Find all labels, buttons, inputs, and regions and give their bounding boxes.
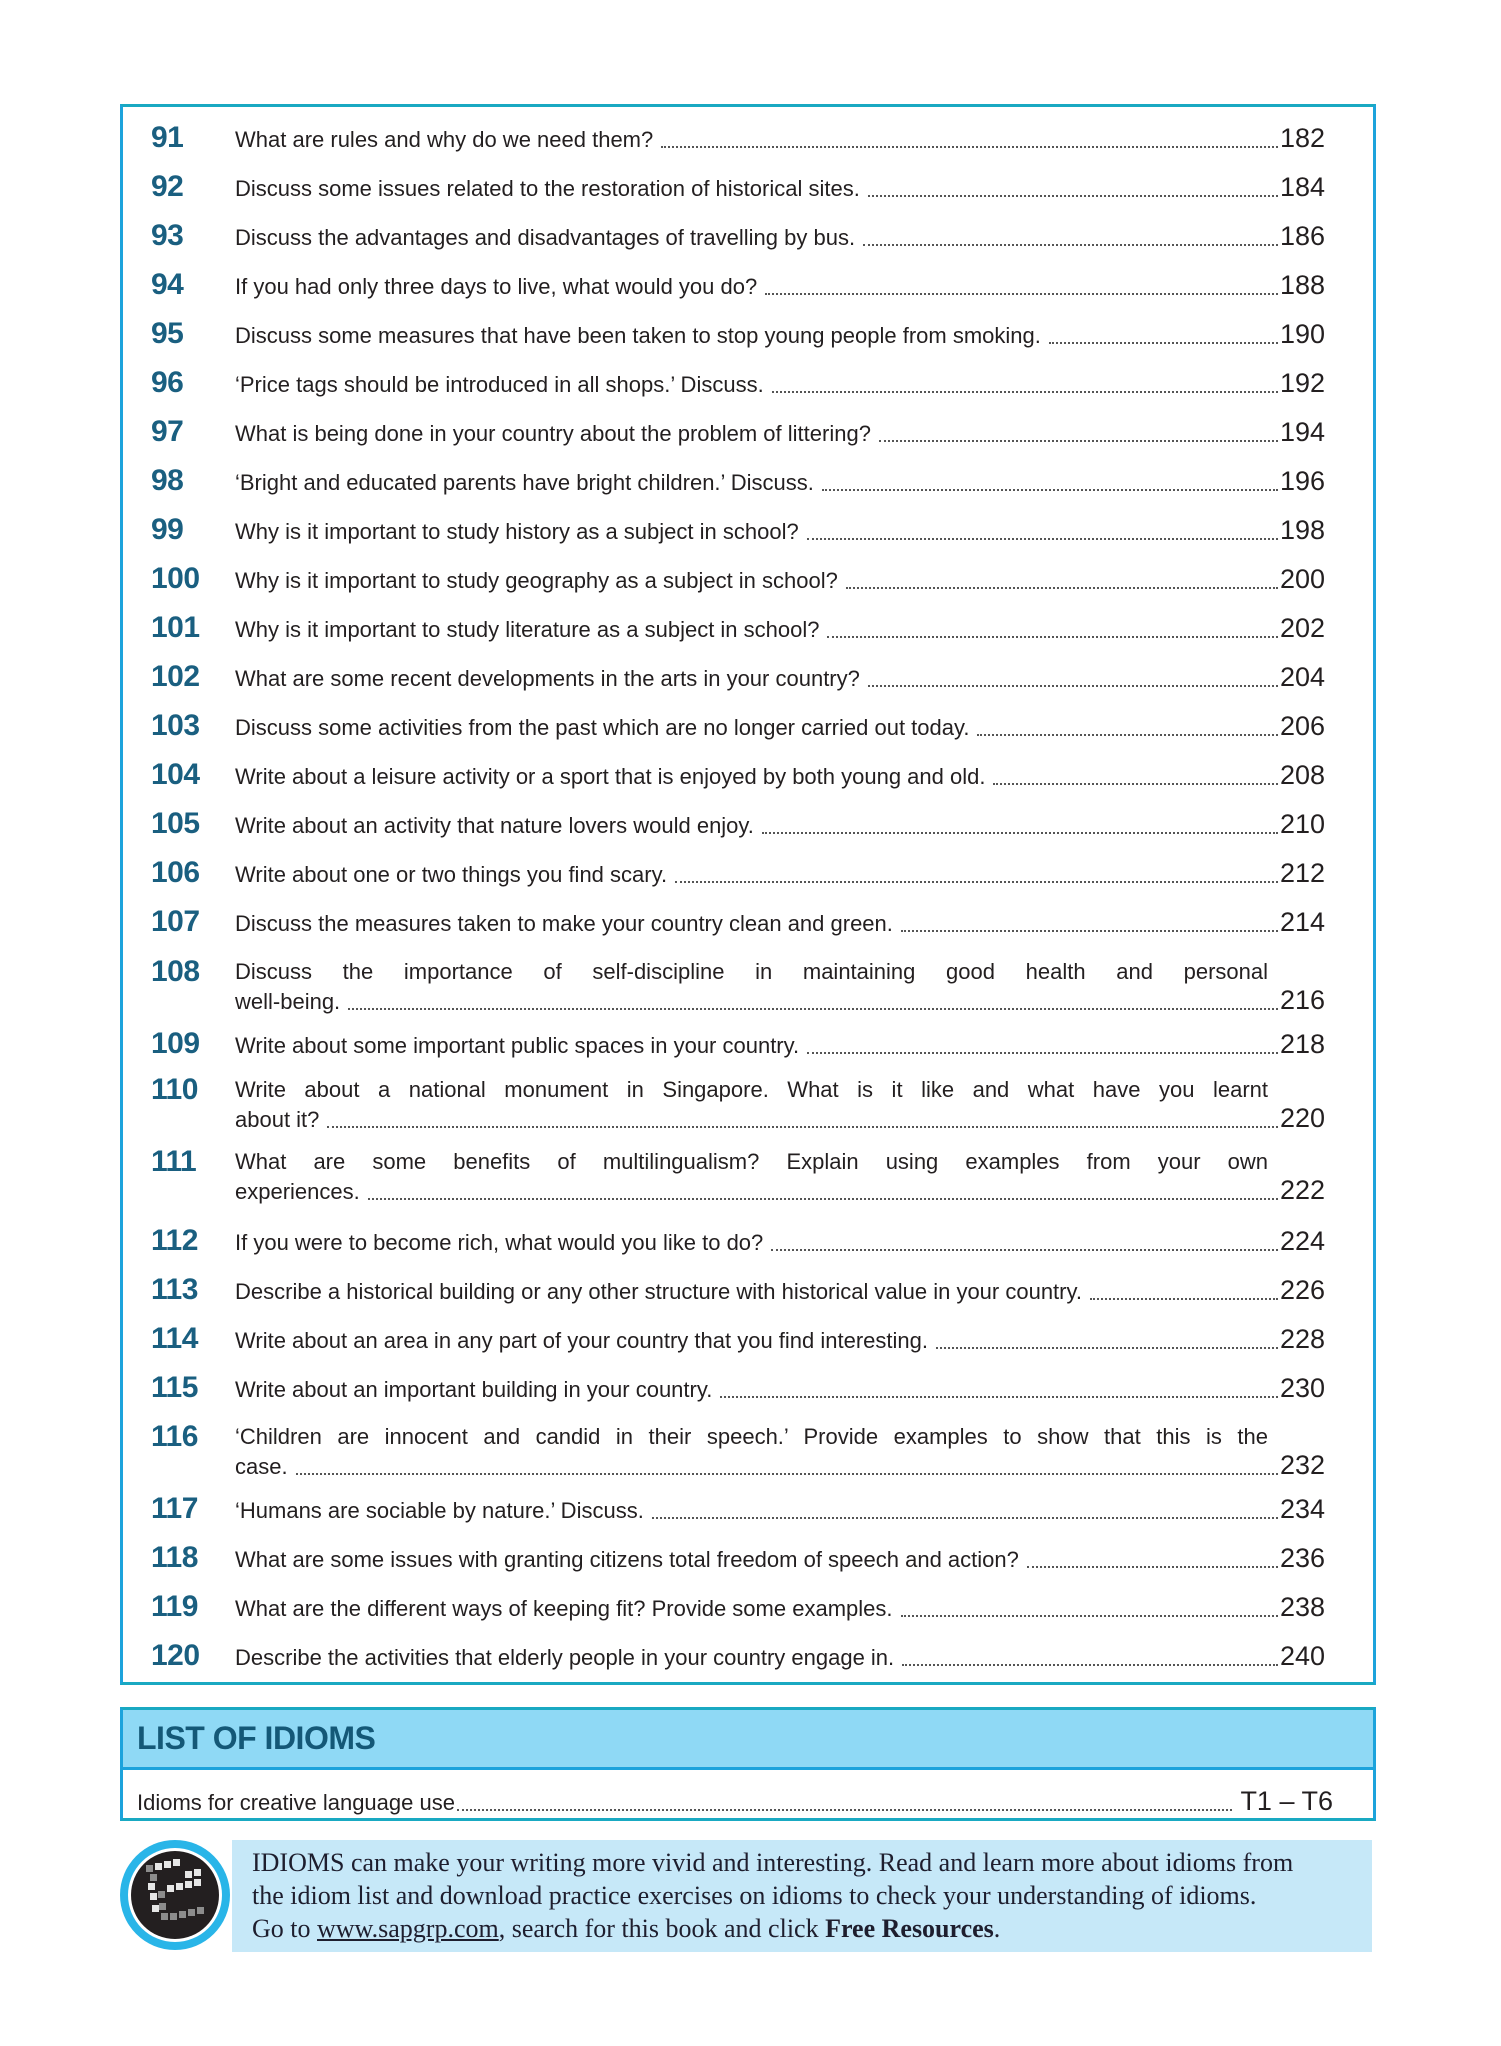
dot-leader [1027,1565,1278,1568]
callout-text-middle: , search for this book and click [498,1914,826,1943]
callout-text-end: . [993,1914,1001,1943]
page-number: 194 [1279,417,1325,447]
entry-title-line-2: experiences. [235,1179,360,1204]
entry-title: Discuss some issues related to the restoration of historical sites. [235,176,860,201]
dot-leader [827,635,1277,638]
entry-number: 106 [151,856,200,889]
dot-leader [993,782,1277,785]
free-resources-callout [232,1840,1372,1952]
page-number: 238 [1279,1592,1325,1622]
dot-leader [822,488,1278,491]
entry-title-line-2: about it? [235,1107,320,1132]
dot-leader [846,586,1278,589]
entry-number: 91 [151,121,184,154]
entry-title: Discuss some measures that have been taken to stop young people from smoking. [235,323,1041,348]
dot-leader [675,880,1278,883]
dot-leader [807,537,1278,540]
dot-leader [1090,1297,1278,1300]
entry-line [235,466,1325,497]
entry-line [235,1494,1325,1525]
page-number: 228 [1279,1324,1325,1354]
entry-number: 115 [151,1371,198,1404]
entry-number: 102 [151,660,200,693]
dot-leader [368,1197,1278,1200]
dot-leader [762,831,1278,834]
entry-line [235,1175,1325,1206]
entry-line [235,1275,1325,1306]
entry-line [235,1450,1325,1481]
callout-line-2: the idiom list and download practice exercises on idioms to check your understanding of idioms. [252,1881,1257,1910]
idioms-section-header [123,1710,1373,1770]
entry-line [235,613,1325,644]
entry-title-line-1: ‘Children are innocent and candid in their speech.’ Provide examples to show that this is the [235,1424,1268,1449]
page-number: 204 [1279,662,1325,692]
entry-title-line-2: case. [235,1454,288,1479]
entry-line [235,417,1325,448]
entry-number: 119 [151,1590,198,1623]
entry-line [235,809,1325,840]
entry-line [235,564,1325,595]
callout-line-1: IDIOMS can make your writing more vivid and interesting. Read and learn more about idioms from [252,1848,1294,1877]
crossword-grid-icon [119,1839,231,1951]
dot-leader [457,1808,1232,1811]
entry-line [235,1641,1325,1672]
entry-title: If you were to become rich, what would you like to do? [235,1230,764,1255]
page-number: 234 [1279,1494,1325,1524]
entry-number: 114 [151,1322,198,1355]
dot-leader [1049,341,1278,344]
entry-title: Discuss some activities from the past which are no longer carried out today. [235,715,970,740]
entry-title: Write about a leisure activity or a sport that is enjoyed by both young and old. [235,764,986,789]
entry-line [235,985,1325,1016]
callout-line-3 [252,1912,1362,1945]
entry-number: 107 [151,905,200,938]
page-number: 214 [1279,907,1325,937]
dot-leader [936,1346,1278,1349]
page-number: 236 [1279,1543,1325,1573]
callout-text [252,1846,1362,1945]
page-number: 192 [1279,368,1325,398]
entry-line [235,662,1325,693]
entry-number: 111 [151,1145,197,1178]
entry-number: 104 [151,758,200,791]
page-number: 206 [1279,711,1325,741]
dot-leader [901,929,1278,932]
entry-number: 101 [151,611,200,644]
entry-title: Discuss the advantages and disadvantages of travelling by bus. [235,225,856,250]
entry-line [235,1324,1325,1355]
entry-number: 99 [151,513,184,546]
entry-number: 93 [151,219,184,252]
entry-line [235,221,1325,252]
dot-leader [879,439,1278,442]
page-number: 186 [1279,221,1325,251]
dot-leader [901,1614,1278,1617]
entry-title-line-1: Discuss the importance of self-discipline in maintaining good health and personal [235,959,1268,984]
entry-line [235,123,1325,154]
entry-number: 109 [151,1027,200,1060]
page-number: 222 [1279,1175,1325,1205]
entry-line [235,270,1325,301]
idioms-section [120,1707,1376,1821]
dot-leader [863,243,1278,246]
entry-number: 120 [151,1639,200,1672]
entry-number: 95 [151,317,184,350]
entry-title: Write about an important building in your country. [235,1377,713,1402]
idioms-entry-pages: T1 – T6 [1240,1786,1333,1816]
entry-title-line-1: Write about a national monument in Singapore. What is it like and what have you learnt [235,1077,1268,1102]
entry-line [235,1543,1325,1574]
page-number: 212 [1279,858,1325,888]
dot-leader [771,1248,1278,1251]
entry-number: 117 [151,1492,198,1525]
entry-title-line-1: What are some benefits of multilingualism? Explain using examples from your own [235,1149,1268,1174]
entry-title: Why is it important to study history as a subject in school? [235,519,799,544]
dot-leader [772,390,1278,393]
entry-title: If you had only three days to live, what would you do? [235,274,758,299]
entry-number: 98 [151,464,184,497]
entry-title: Write about some important public spaces in your country. [235,1033,800,1058]
dot-leader [868,684,1278,687]
dot-leader [720,1395,1278,1398]
entry-title: What are some recent developments in the arts in your country? [235,666,860,691]
dot-leader [807,1051,1278,1054]
entry-title-line-2: well-being. [235,989,341,1014]
entry-number: 92 [151,170,184,203]
entry-title: ‘Bright and educated parents have bright children.’ Discuss. [235,470,814,495]
dot-leader [765,292,1278,295]
idioms-section-title: LIST OF IDIOMS [137,1720,376,1756]
callout-text-go-to: Go to [252,1914,317,1943]
entry-title: What is being done in your country about the problem of littering? [235,421,871,446]
entry-line [235,172,1325,203]
entry-number: 112 [151,1224,198,1257]
entry-line [235,858,1325,889]
entry-title: Write about an activity that nature lovers would enjoy. [235,813,754,838]
idioms-entry-label: Idioms for creative language use [137,1790,455,1815]
entry-number: 105 [151,807,200,840]
page-number: 190 [1279,319,1325,349]
dot-leader [296,1472,1278,1475]
entry-line [235,1103,1325,1134]
page-number: 216 [1279,985,1325,1015]
dot-leader [661,145,1278,148]
entry-line [235,711,1325,742]
page-number: 240 [1279,1641,1325,1671]
dot-leader [348,1007,1278,1010]
dot-leader [868,194,1278,197]
page-number: 200 [1279,564,1325,594]
entry-number: 96 [151,366,184,399]
entry-title: What are rules and why do we need them? [235,127,654,152]
page-number: 188 [1279,270,1325,300]
page-number: 184 [1279,172,1325,202]
entry-title: What are some issues with granting citizens total freedom of speech and action? [235,1547,1019,1572]
page-number: 218 [1279,1029,1325,1059]
entry-title: ‘Price tags should be introduced in all shops.’ Discuss. [235,372,764,397]
contents-list-box [120,104,1376,1685]
entry-line [235,368,1325,399]
dot-leader [327,1125,1278,1128]
entry-number: 97 [151,415,184,448]
entry-title: Describe the activities that elderly people in your country engage in. [235,1645,895,1670]
entry-title: ‘Humans are sociable by nature.’ Discuss. [235,1498,644,1523]
entry-line [235,319,1325,350]
free-resources-label: Free Resources [825,1914,994,1943]
entry-title: Discuss the measures taken to make your country clean and green. [235,911,893,936]
entry-line [235,907,1325,938]
entry-title: Write about one or two things you find scary. [235,862,668,887]
page-number: 226 [1279,1275,1325,1305]
entry-line [235,515,1325,546]
page-number: 224 [1279,1226,1325,1256]
entry-line [235,1226,1325,1257]
page-number: 232 [1279,1450,1325,1480]
page-number: 230 [1279,1373,1325,1403]
entry-title: What are the different ways of keeping fit? Provide some examples. [235,1596,893,1621]
entry-line [235,1373,1325,1404]
page-number: 208 [1279,760,1325,790]
idioms-entry[interactable] [137,1786,1333,1817]
entry-title: Describe a historical building or any other structure with historical value in your country. [235,1279,1082,1304]
page-number: 220 [1279,1103,1325,1133]
entry-number: 108 [151,955,200,988]
dot-leader [652,1516,1278,1519]
page-number: 182 [1279,123,1325,153]
entry-title: Why is it important to study literature as a subject in school? [235,617,820,642]
entry-number: 116 [151,1420,198,1453]
page-number: 202 [1279,613,1325,643]
entry-title: Why is it important to study geography as a subject in school? [235,568,838,593]
entry-number: 118 [151,1541,198,1574]
entry-title: Write about an area in any part of your country that you find interesting. [235,1328,928,1353]
entry-line [235,1029,1325,1060]
page-number: 198 [1279,515,1325,545]
entry-line [235,1592,1325,1623]
entry-number: 113 [151,1273,198,1306]
entry-number: 94 [151,268,184,301]
dot-leader [977,733,1277,736]
entry-number: 100 [151,562,200,595]
page-number: 210 [1279,809,1325,839]
entry-number: 103 [151,709,200,742]
dot-leader [902,1663,1278,1666]
entry-line [235,760,1325,791]
website-link[interactable]: www.sapgrp.com [317,1914,499,1943]
entry-number: 110 [151,1073,198,1106]
page-number: 196 [1279,466,1325,496]
